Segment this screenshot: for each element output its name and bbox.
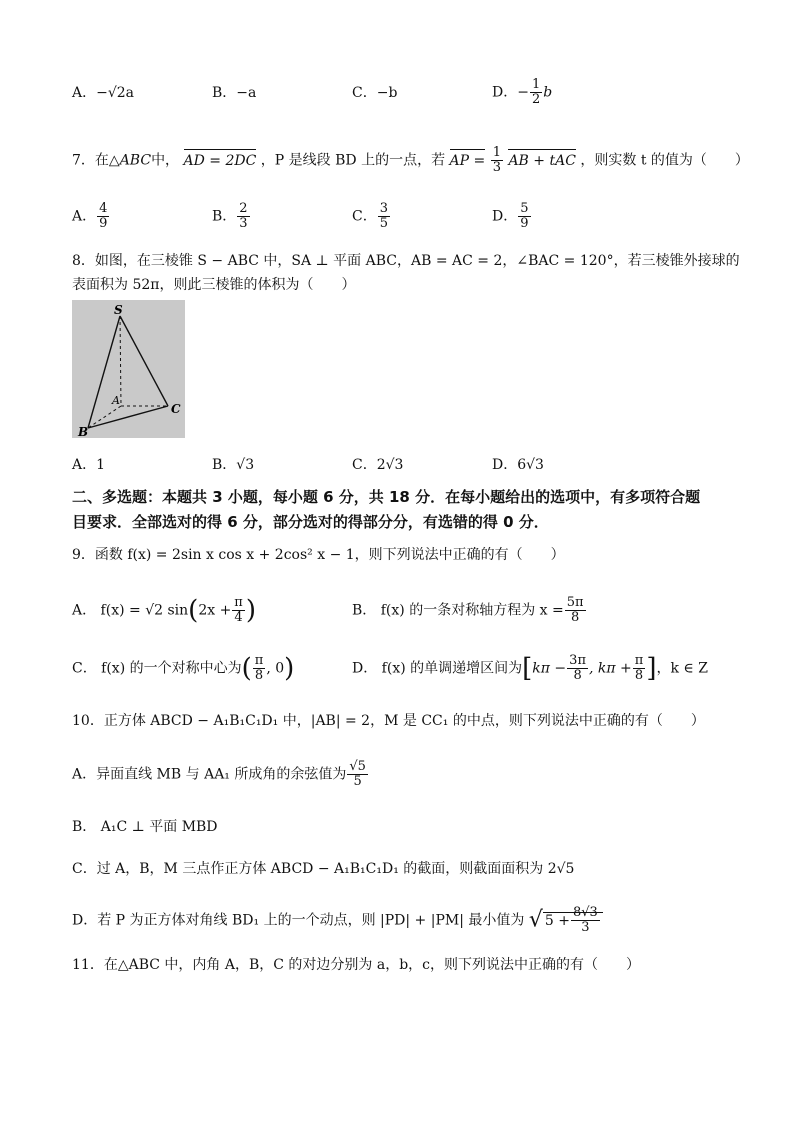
label-s: S	[114, 303, 123, 317]
q6-option-c: C．−b	[352, 85, 398, 101]
label-c: C	[171, 402, 181, 416]
q7-fraction: $\frac{1}{3}$	[492, 145, 501, 175]
q9-stem: 9．函数 f(x) = 2sin x cos x + 2cos² x − 1，则下列说法中正确的有（ ）	[72, 547, 565, 563]
q6-option-d	[492, 78, 552, 107]
q8-option-d: D．6√3	[492, 457, 544, 473]
q7-option-c: C． $\frac{3}{5}$	[352, 201, 388, 231]
q7-vector-condition: AD = 2DC	[183, 152, 257, 169]
q11-stem: 11．在△ABC 中，内角 A，B，C 的对边分别为 a，b，c，则下列说法中正确的有（ ）	[72, 957, 641, 973]
q8-stem-line2: 表面积为 52π，则此三棱锥的体积为（ ）	[72, 277, 356, 293]
q9-option-b: B． f(x) 的一条对称轴方程为 x = $\frac{5\pi}{8}$	[352, 595, 584, 625]
q7-option-a: A． $\frac{4}{9}$	[72, 201, 108, 231]
q10-option-a: A．异面直线 MB 与 AA₁ 所成角的余弦值为 $\frac{√5}{5}$	[72, 759, 366, 789]
q6-option-d-var: b	[543, 84, 553, 101]
q7-vector-rest: AB + tAC	[508, 152, 576, 169]
label-a: A	[112, 394, 120, 407]
q7-option-b: B． $\frac{2}{3}$	[212, 201, 248, 231]
q8-option-b: B．√3	[212, 457, 255, 473]
q9-option-c: C． f(x) 的一个对称中心为( $\frac{\pi}{8}$ , 0)	[72, 653, 295, 684]
q8-option-a: A．1	[72, 457, 106, 473]
q8-option-c: C．2√3	[352, 457, 404, 473]
q8-pyramid-figure	[72, 300, 185, 438]
section2-heading-line2: 目要求．全部选对的得 6 分，部分选对的得部分分，有选错的得 0 分．	[72, 513, 549, 531]
q9-option-a: A． f(x) = √2 sin(2x + $\frac{\pi}{4}$ )	[72, 595, 256, 626]
q10-option-d: D．若 P 为正方体对角线 BD₁ 上的一个动点，则 |PD| + |PM| 最小值为 √ 5 + $\frac{8√3}{3}$	[72, 906, 603, 935]
section2-heading-line1: 二、多选题：本题共 3 小题，每小题 6 分，共 18 分．在每小题给出的选项中，有多项符合题	[72, 488, 701, 506]
label-b: B	[78, 425, 89, 438]
q7-vector-ap: AP =	[449, 152, 486, 169]
q10-option-b: B． A₁C ⊥ 平面 MBD	[72, 819, 218, 835]
q7-option-d: D． $\frac{5}{9}$	[492, 201, 529, 231]
q7-stem: 7．在△ABC中， AD = 2DC ，P 是线段 BD 上的一点，若 AP = $\frac{1}{3}$ AB + tAC ，则实数 t 的值为（ ）	[72, 145, 749, 175]
q6-option-a: A．−√2a	[72, 85, 135, 101]
q6-option-b: B．−a	[212, 85, 257, 101]
q10-option-d-radical: 5 + $\frac{8√3}{3}$	[543, 912, 603, 929]
q6-option-d-label: D．−	[492, 84, 529, 101]
q9-option-d: D． f(x) 的单调递增区间为[kπ − $\frac{3\pi}{8}$ , kπ + $\frac{\pi}{8}$ ]，k ∈ Z	[352, 653, 708, 684]
q6-option-d-fraction: $\frac{1}{2}$	[531, 77, 541, 107]
q10-stem: 10．正方体 ABCD − A₁B₁C₁D₁ 中，|AB| = 2，M 是 CC₁ 的中点，则下列说法中正确的有（ ）	[72, 713, 705, 729]
q8-stem-line1: 8．如图，在三棱锥 S − ABC 中，SA ⊥ 平面 ABC，AB = AC = 2，∠BAC = 120°，若三棱锥外接球的	[72, 253, 740, 269]
q10-option-c: C．过 A，B，M 三点作正方体 ABCD − A₁B₁C₁D₁ 的截面，则截面面积为 2√5	[72, 861, 575, 877]
